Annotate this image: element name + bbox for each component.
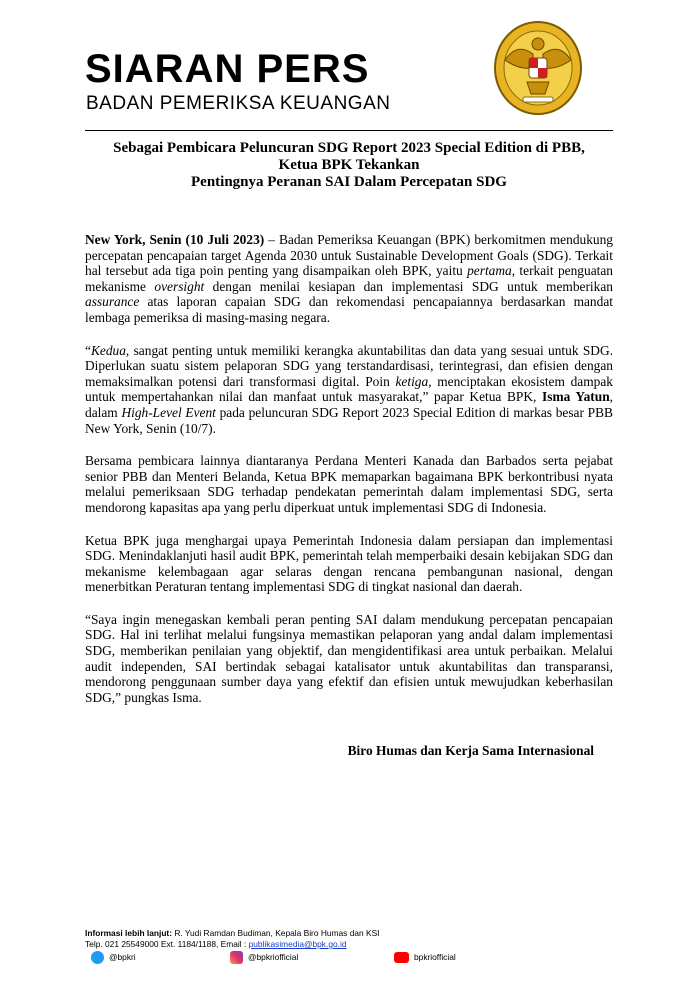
headline-line-3: Pentingnya Peranan SAI Dalam Percepatan SDG — [191, 174, 507, 190]
footer-phone-text: Telp. 021 25549000 Ext. 1184/1188, Email : — [85, 939, 249, 949]
headline — [85, 140, 613, 191]
footer-info-line — [85, 928, 613, 939]
article-body — [85, 232, 613, 722]
paragraph-1-italic-c: assurance — [85, 294, 140, 310]
headline-line-2: Ketua BPK Tekankan — [278, 157, 420, 173]
youtube-handle: bpkriofficial — [414, 952, 456, 962]
institution-name: BADAN PEMERIKSA KEUANGAN — [86, 93, 391, 114]
footer-info-text: R. Yudi Ramdan Budiman, Kepala Biro Humas dan KSI — [172, 928, 380, 938]
paragraph-2-text-c: , menciptakan ekosistem dampak untuk mempertahankan nilai dan manfaat untuk masyarakat,” papar Ketua BPK, — [85, 373, 613, 405]
dateline: New York, Senin (10 Juli 2023) — [85, 232, 265, 247]
paragraph-1-text-b: , terkait penguatan mekanisme — [85, 263, 613, 294]
paragraph-1-italic-a: pertama — [467, 263, 512, 279]
paragraph-1-text-d: atas laporan capaian SDG dan rekomendasi pencapaiannya berdasarkan mandat lembaga pemeriksa di masing-masing negara. — [85, 294, 613, 325]
paragraph-2-text-a: “ — [85, 342, 91, 358]
headline-line-1: Sebagai Pembicara Peluncuran SDG Report 2023 Special Edition di PBB, — [113, 140, 585, 156]
instagram-link[interactable] — [230, 949, 298, 965]
paragraph-2-italic-a: Kedua — [90, 342, 126, 358]
paragraph-1 — [85, 232, 613, 326]
paragraph-1-text-c: dengan menilai kesiapan dan implementasi SDG untuk memberikan — [204, 278, 613, 294]
press-release-title: SIARAN PERS — [85, 47, 370, 91]
speaker-name: Isma Yatun — [542, 389, 610, 405]
paragraph-2-text-e: pada peluncuran SDG Report 2023 Special Edition di markas besar PBB New York, Senin (10/7). — [85, 404, 613, 436]
footer-contact — [85, 928, 613, 950]
footer-info-label: Informasi lebih lanjut: — [85, 928, 173, 938]
twitter-link[interactable] — [91, 949, 136, 965]
twitter-handle: @bpkri — [109, 952, 136, 962]
signature: Biro Humas dan Kerja Sama Internasional — [347, 743, 594, 758]
paragraph-2-italic-b: ketiga — [395, 373, 429, 389]
garuda-emblem-icon — [493, 20, 583, 116]
youtube-link[interactable] — [394, 949, 456, 965]
paragraph-2-text-d: , dalam — [85, 389, 614, 420]
youtube-icon — [394, 952, 409, 963]
instagram-icon — [230, 951, 243, 964]
social-links — [85, 949, 613, 965]
paragraph-3: Bersama pembicara lainnya diantaranya Perdana Menteri Kanada dan Barbados serta pejabat senior PBB dan Menteri Belanda, Ketua BPK memaparkan bagaimana BPK berkontribusi nyata melalui pemeriksaan SDG terhadap pendekatan pemerintah dalam implementasi SDG, serta mendorong kapasitas apa yang perlu diperkuat untuk implementasi SDG di Indonesia. — [85, 453, 613, 515]
footer-email-link[interactable]: publikasimedia@bpk.go.id — [248, 939, 347, 949]
instagram-handle: @bpkriofficial — [248, 952, 299, 962]
paragraph-2 — [85, 343, 613, 437]
paragraph-5: “Saya ingin menegaskan kembali peran penting SAI dalam mendukung percepatan pencapaian SDG. Hal ini terlihat melalui fungsinya memastikan pelaporan yang andal dalam implementasi SDG, memberikan penilaian yang objektif, dan mengidentifikasi area untuk perbaikan. Melalui audit independen, SAI bertindak sebagai katalisator untuk akuntabilitas dan transparansi, mendorong penggunaan sumber daya yang efektif dan efisien untuk mewujudkan keberhasilan SDG,” pungkas Isma. — [85, 611, 613, 705]
paragraph-2-italic-c: High-Level Event — [121, 404, 216, 420]
header-divider — [85, 130, 613, 131]
paragraph-4: Ketua BPK juga menghargai upaya Pemerintah Indonesia dalam persiapan dan implementasi SDG. Menindaklanjuti hasil audit BPK, pemerintah telah memperbaiki desain kebijakan SDG dan mekanisme kelembagaan agar selaras dengan rencana pembangunan nasional, dengan menerbitkan Peraturan tentang implementasi SDG di tingkat nasional dan daerah. — [85, 532, 613, 595]
paragraph-1-italic-b: oversight — [154, 278, 205, 294]
paragraph-1-text-a: – Badan Pemeriksa Keuangan (BPK) berkomitmen mendukung percepatan pencapaian target Agenda 2030 untuk Sustainable Development Goals (SDG). Terkait hal tersebut ada tiga poin penting yang disampaikan oleh BPK, yaitu — [85, 232, 613, 279]
paragraph-2-text-b: , sangat penting untuk memiliki kerangka akuntabilitas dan data yang sesuai untuk SDG. Diperlukan suatu sistem pelaporan SDG yang terstandardisasi, terintegrasi, dan efisien dengan memaksimalkan potensi dari transformasi digital. Poin — [85, 342, 613, 389]
twitter-icon — [91, 951, 104, 964]
